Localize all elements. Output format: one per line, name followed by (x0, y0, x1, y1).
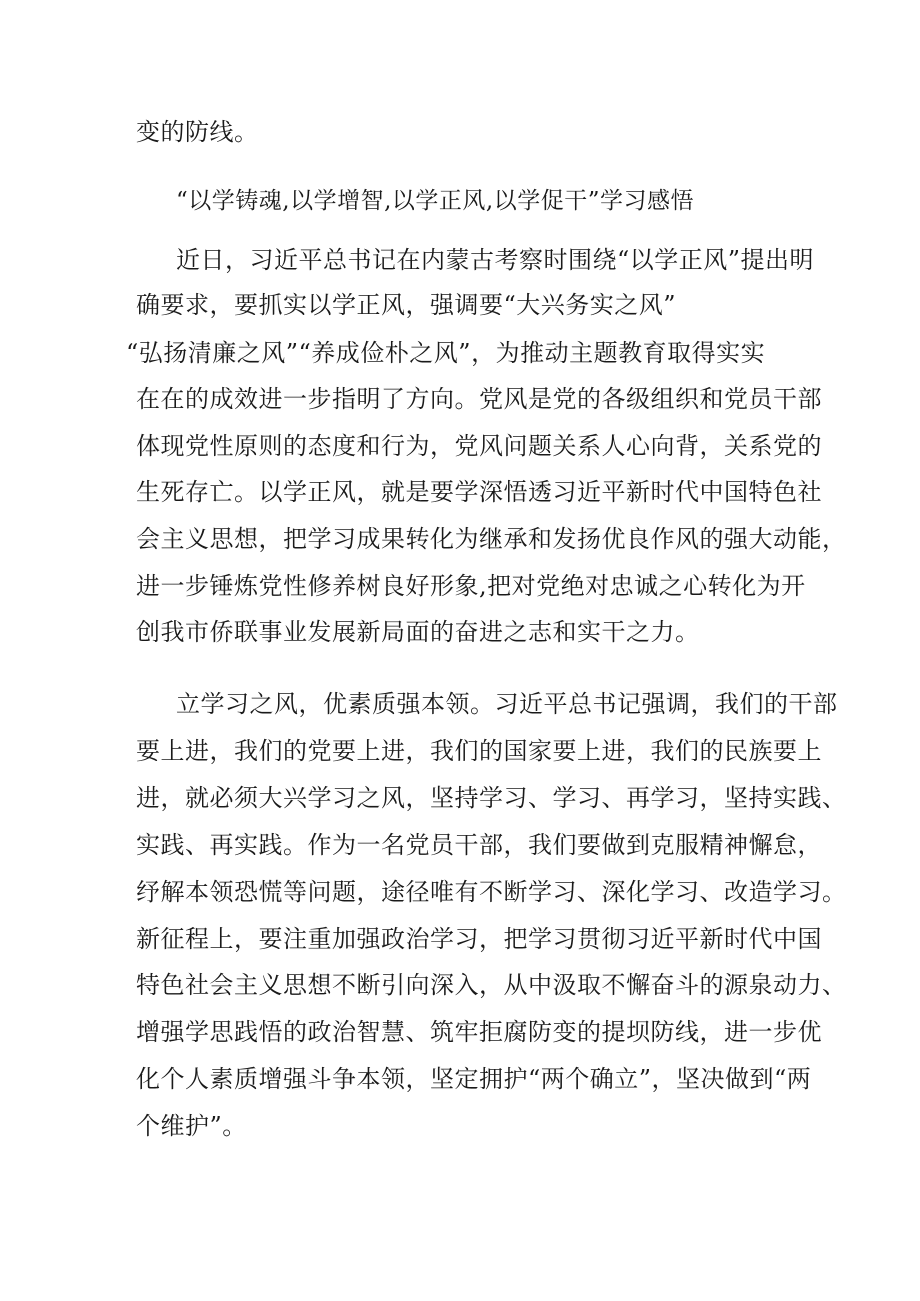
paragraph-line: 立学习之风，优素质强本领。习近平总书记强调，我们的干部 (176, 690, 838, 718)
paragraph-line: 进一步锤炼党性修养树良好形象,把对党绝对忠诚之心转化为开 (136, 572, 806, 600)
paragraph-line: 实践、再实践。作为一名党员干部，我们要做到克服精神懈怠， (136, 831, 822, 859)
paragraph-line: 进，就必须大兴学习之风，坚持学习、学习、再学习，坚持实践、 (136, 784, 847, 812)
paragraph-line: “弘扬清廉之风”“养成俭朴之风”，为推动主题教育取得实实 (126, 339, 766, 367)
paragraph-line: 新征程上，要注重加强政治学习，把学习贯彻习近平新时代中国 (136, 925, 822, 953)
paragraph-line: 体现党性原则的态度和行为，党风问题关系人心向背，关系党的 (136, 432, 822, 460)
paragraph-line: 会主义思想，把学习成果转化为继承和发扬优良作风的强大动能， (136, 525, 847, 553)
paragraph-line: 个维护”。 (136, 1112, 247, 1140)
paragraph-line: 化个人素质增强斗争本领，坚定拥护“两个确立”，坚决做到“两 (136, 1065, 812, 1093)
paragraph-line: 要上进，我们的党要上进，我们的国家要上进，我们的民族要上 (136, 737, 822, 765)
paragraph-line: 创我市侨联事业发展新局面的奋进之志和实干之力。 (136, 618, 700, 646)
paragraph-line: 在在的成效进一步指明了方向。党风是党的各级组织和党员干部 (136, 385, 822, 413)
paragraph-line: 纾解本领恐慌等问题，途径唯有不断学习、深化学习、改造学习。 (136, 878, 847, 906)
paragraph-line: 特色社会主义思想不断引向深入，从中汲取不懈奋斗的源泉动力、 (136, 971, 847, 999)
continuation-line: 变的防线。 (136, 118, 259, 146)
paragraph-line: 确要求，要抓实以学正风，强调要“大兴务实之风” (136, 291, 677, 319)
section-title: “以学铸魂,以学增智,以学正风,以学促干”学习感悟 (176, 188, 694, 214)
paragraph-line: 近日，习近平总书记在内蒙古考察时围绕“以学正风”提出明 (176, 246, 815, 274)
paragraph-line: 增强学思践悟的政治智慧、筑牢拒腐防变的提坝防线，进一步优 (136, 1018, 822, 1046)
paragraph-line: 生死存亡。以学正风，就是要学深悟透习近平新时代中国特色社 (136, 478, 822, 506)
